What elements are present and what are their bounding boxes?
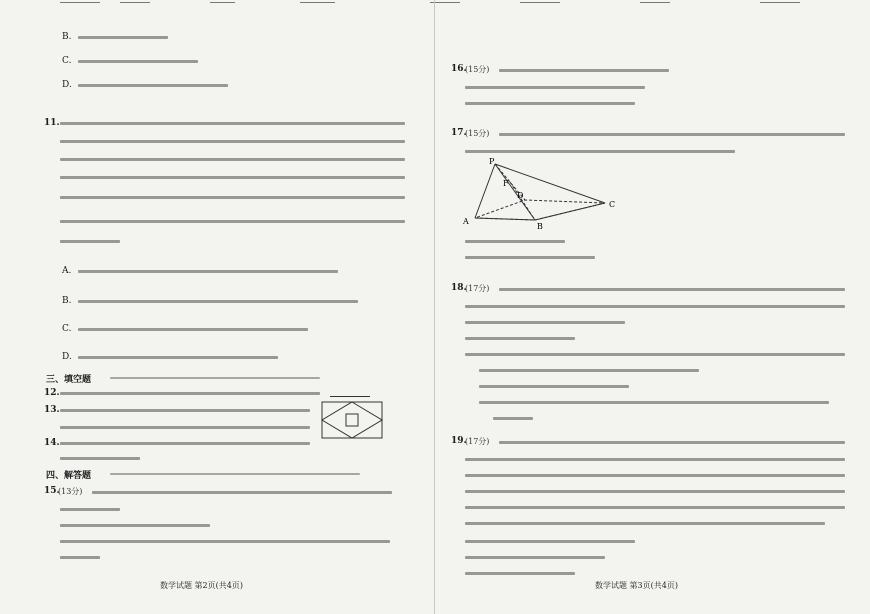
text-line <box>493 417 533 420</box>
text-line <box>60 122 405 125</box>
question-16-number: 16. <box>451 64 467 74</box>
text-line <box>60 457 140 460</box>
text-line <box>465 321 625 324</box>
text-line <box>465 458 845 461</box>
text-line <box>110 377 320 379</box>
right-page <box>435 0 870 614</box>
text-line <box>60 409 310 412</box>
text-line <box>78 84 228 87</box>
text-line <box>499 69 669 72</box>
left-page-footer: 数学试题 第2页(共4页) <box>160 581 243 590</box>
text-line <box>465 102 635 105</box>
text-line <box>465 474 845 477</box>
text-line <box>60 220 405 223</box>
text-line <box>465 522 825 525</box>
text-line <box>465 556 605 559</box>
question-12-number: 12. <box>44 388 60 398</box>
text-line <box>465 240 565 243</box>
section-answer: 四、解答题 <box>46 471 92 481</box>
text-line <box>465 540 635 543</box>
question-19-number: 19. <box>451 436 467 446</box>
option-c-q11: C. <box>62 324 72 334</box>
text-line <box>465 506 845 509</box>
text-line <box>479 369 699 372</box>
question-19-score: (17分) <box>465 437 490 446</box>
option-d: D. <box>62 80 72 90</box>
question-15-number: 15. <box>44 486 60 496</box>
label-d: D <box>517 191 524 200</box>
label-f: F <box>503 179 509 188</box>
text-line <box>479 401 829 404</box>
text-line <box>499 441 845 444</box>
text-line <box>78 36 168 39</box>
question-11-number: 11. <box>44 118 60 128</box>
text-line <box>78 356 278 359</box>
text-line <box>465 490 845 493</box>
answer-blank <box>330 396 370 397</box>
pyramid-figure <box>455 158 645 230</box>
text-line <box>60 196 405 199</box>
square-folding-figure <box>320 400 384 440</box>
text-line <box>60 524 210 527</box>
label-b: B <box>537 222 543 230</box>
question-14-number: 14. <box>44 438 60 448</box>
text-line <box>78 60 198 63</box>
text-line <box>60 540 390 543</box>
text-line <box>465 150 735 153</box>
label-c: C <box>609 200 616 209</box>
question-13-number: 13. <box>44 405 60 415</box>
option-a: A. <box>62 266 72 276</box>
question-16-score: (15分) <box>465 65 490 74</box>
right-page-footer: 数学试题 第3页(共4页) <box>595 581 678 590</box>
question-17-score: (15分) <box>465 129 490 138</box>
text-line <box>78 270 338 273</box>
question-18-number: 18. <box>451 283 467 293</box>
text-line <box>499 288 845 291</box>
text-line <box>92 491 392 494</box>
option-d-q11: D. <box>62 352 72 362</box>
text-line <box>465 86 645 89</box>
text-line <box>78 328 308 331</box>
text-line <box>60 556 100 559</box>
question-15-score: (13分) <box>58 487 83 496</box>
text-line <box>465 256 595 259</box>
question-18-score: (17分) <box>465 284 490 293</box>
label-a: A <box>463 217 469 226</box>
text-line <box>60 442 310 445</box>
text-line <box>60 426 310 429</box>
text-line <box>465 337 575 340</box>
text-line <box>465 305 845 308</box>
text-line <box>60 508 120 511</box>
label-p: P <box>489 158 495 166</box>
section-fill-in: 三、填空题 <box>46 375 92 385</box>
option-b: B. <box>62 32 72 42</box>
text-line <box>479 385 629 388</box>
text-line <box>60 140 405 143</box>
question-17-number: 17. <box>451 128 467 138</box>
text-line <box>499 133 845 136</box>
text-line <box>465 353 845 356</box>
text-line <box>60 392 320 395</box>
text-line <box>60 158 405 161</box>
left-page <box>0 0 434 614</box>
text-line <box>110 473 360 475</box>
option-c: C. <box>62 56 72 66</box>
text-line <box>78 300 358 303</box>
option-b-q11: B. <box>62 296 72 306</box>
text-line <box>60 240 120 243</box>
text-line <box>60 176 405 179</box>
text-line <box>465 572 575 575</box>
